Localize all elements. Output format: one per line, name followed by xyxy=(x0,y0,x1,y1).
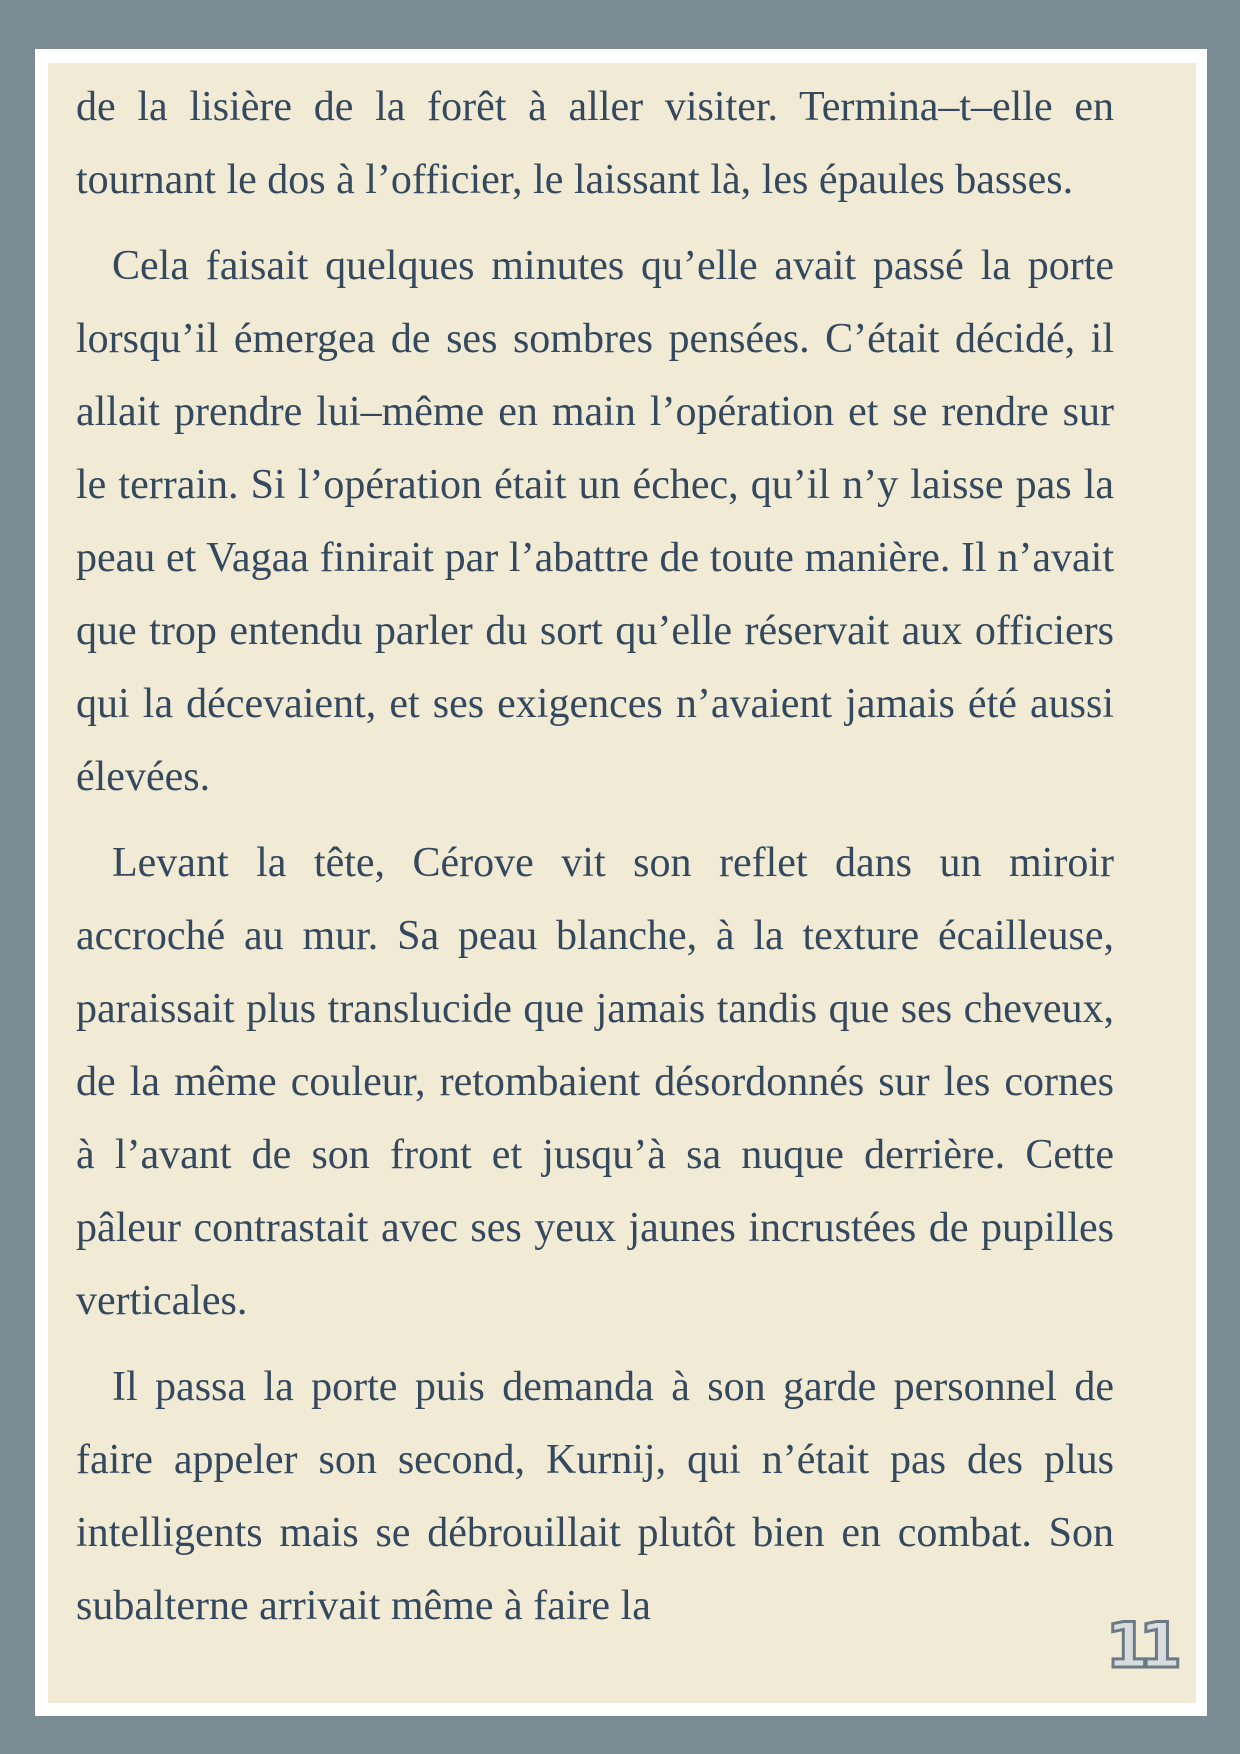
paragraph-2: Cela faisait quelques minutes qu’elle avait passé la porte lorsqu’il émergea de ses sombres pensées. C’était décidé, il allait prendre lui–même en main l’opération et se rendre sur le terrain. Si l’opération était un échec, qu’il n’y laisse pas la peau et Vagaa finirait par l’abattre de toute manière. Il n’avait que trop entendu parler du sort qu’elle réservait aux officiers qui la décevaient, et ses exigences n’avaient jamais été aussi élevées. xyxy=(76,243,1114,800)
page-text xyxy=(76,71,1114,1643)
paragraph-3: Levant la tête, Cérove vit son reflet dans un miroir accroché au mur. Sa peau blanche, à la texture écailleuse, paraissait plus translucide que jamais tandis que ses cheveux, de la même couleur, retombaient désordonnés sur les cornes à l’avant de son front et jusqu’à sa nuque derrière. Cette pâleur contrastait avec ses yeux jaunes incrustées de pupilles verticales. xyxy=(76,840,1114,1324)
paragraph-4: Il passa la porte puis demanda à son garde personnel de faire appeler son second, Kurnij, qui n’était pas des plus intelligents mais se débrouillait plutôt bien en combat. Son subalterne arrivait même à faire la xyxy=(76,1364,1114,1629)
book-page xyxy=(48,63,1196,1703)
paragraph-1: de la lisière de la forêt à aller visiter. Termina–t–elle en tournant le dos à l’officier, le laissant là, les épaules basses. xyxy=(76,84,1114,203)
page-number: 11 xyxy=(1105,1609,1172,1682)
